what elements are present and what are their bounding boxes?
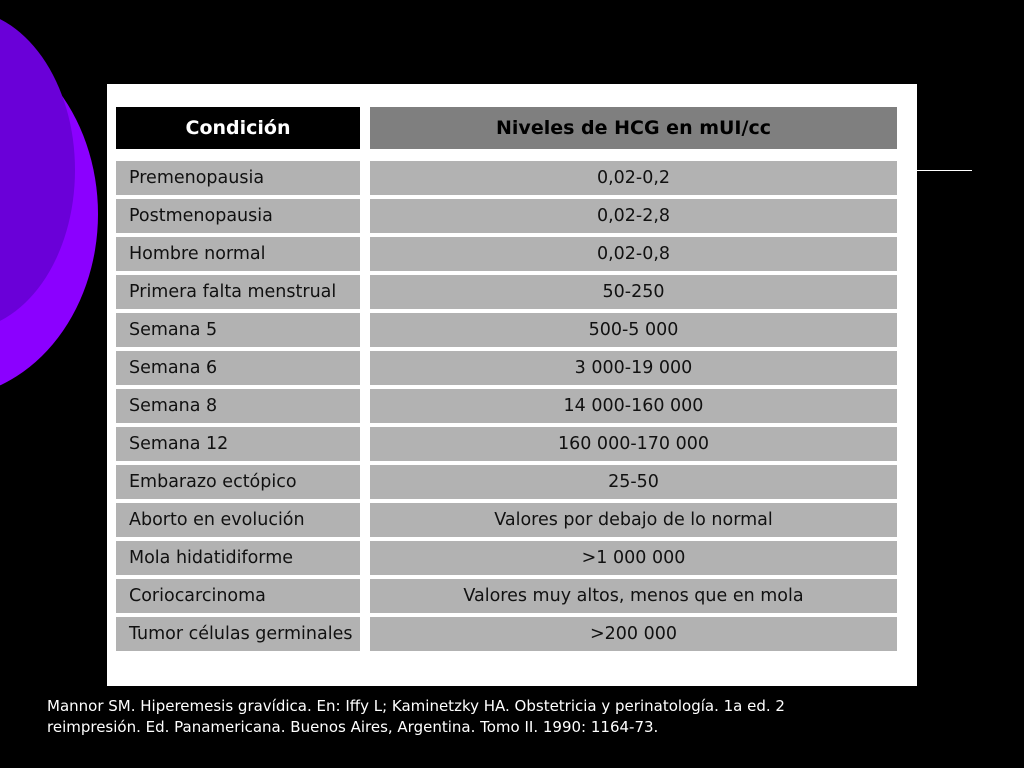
row-condition: Primera falta menstrual	[116, 275, 360, 313]
header-condition: Condición	[116, 107, 360, 149]
table-row	[116, 465, 897, 503]
row-value: 0,02-2,8	[370, 199, 897, 237]
hcg-table-panel	[107, 84, 917, 686]
row-value: 160 000-170 000	[370, 427, 897, 465]
row-condition: Tumor células germinales	[116, 617, 360, 655]
row-condition: Embarazo ectópico	[116, 465, 360, 503]
row-value: >200 000	[370, 617, 897, 655]
table-body	[116, 161, 897, 655]
row-gap	[360, 351, 370, 389]
row-gap	[360, 503, 370, 541]
citation-line-2: reimpresión. Ed. Panamericana. Buenos Aires, Argentina. Tomo II. 1990: 1164-73.	[47, 718, 659, 736]
header-gap	[360, 107, 370, 149]
row-condition: Semana 8	[116, 389, 360, 427]
row-value: Valores muy altos, menos que en mola	[370, 579, 897, 617]
citation-line-1: Mannor SM. Hiperemesis gravídica. En: Iffy L; Kaminetzky HA. Obstetricia y perinatología. 1a ed. 2	[47, 697, 785, 715]
table-row	[116, 161, 897, 199]
row-condition: Semana 6	[116, 351, 360, 389]
table-row	[116, 427, 897, 465]
row-condition: Postmenopausia	[116, 199, 360, 237]
row-gap	[360, 199, 370, 237]
table-row	[116, 313, 897, 351]
citation	[47, 696, 947, 738]
row-gap	[360, 313, 370, 351]
row-condition: Hombre normal	[116, 237, 360, 275]
row-value: 0,02-0,8	[370, 237, 897, 275]
header-hcg-levels: Niveles de HCG en mUI/cc	[370, 107, 897, 149]
row-gap	[360, 541, 370, 579]
row-condition: Coriocarcinoma	[116, 579, 360, 617]
table-row	[116, 237, 897, 275]
row-value: 500-5 000	[370, 313, 897, 351]
row-gap	[360, 237, 370, 275]
row-value: Valores por debajo de lo normal	[370, 503, 897, 541]
row-condition: Premenopausia	[116, 161, 360, 199]
table-row	[116, 503, 897, 541]
table-header-row	[116, 107, 897, 149]
table-row	[116, 541, 897, 579]
row-value: 14 000-160 000	[370, 389, 897, 427]
row-gap	[360, 161, 370, 199]
table-row	[116, 275, 897, 313]
table-row	[116, 199, 897, 237]
row-gap	[360, 579, 370, 617]
row-condition: Semana 5	[116, 313, 360, 351]
row-gap	[360, 275, 370, 313]
table-row	[116, 389, 897, 427]
table-row	[116, 351, 897, 389]
row-value: 50-250	[370, 275, 897, 313]
decorative-line	[917, 170, 972, 171]
row-condition: Aborto en evolución	[116, 503, 360, 541]
row-value: >1 000 000	[370, 541, 897, 579]
row-value: 3 000-19 000	[370, 351, 897, 389]
table-row	[116, 579, 897, 617]
hcg-levels-table	[116, 107, 897, 655]
row-gap	[360, 617, 370, 655]
table-row	[116, 617, 897, 655]
row-value: 25-50	[370, 465, 897, 503]
row-gap	[360, 427, 370, 465]
header-spacer	[116, 149, 897, 161]
row-condition: Mola hidatidiforme	[116, 541, 360, 579]
row-gap	[360, 389, 370, 427]
row-value: 0,02-0,2	[370, 161, 897, 199]
row-gap	[360, 465, 370, 503]
row-condition: Semana 12	[116, 427, 360, 465]
